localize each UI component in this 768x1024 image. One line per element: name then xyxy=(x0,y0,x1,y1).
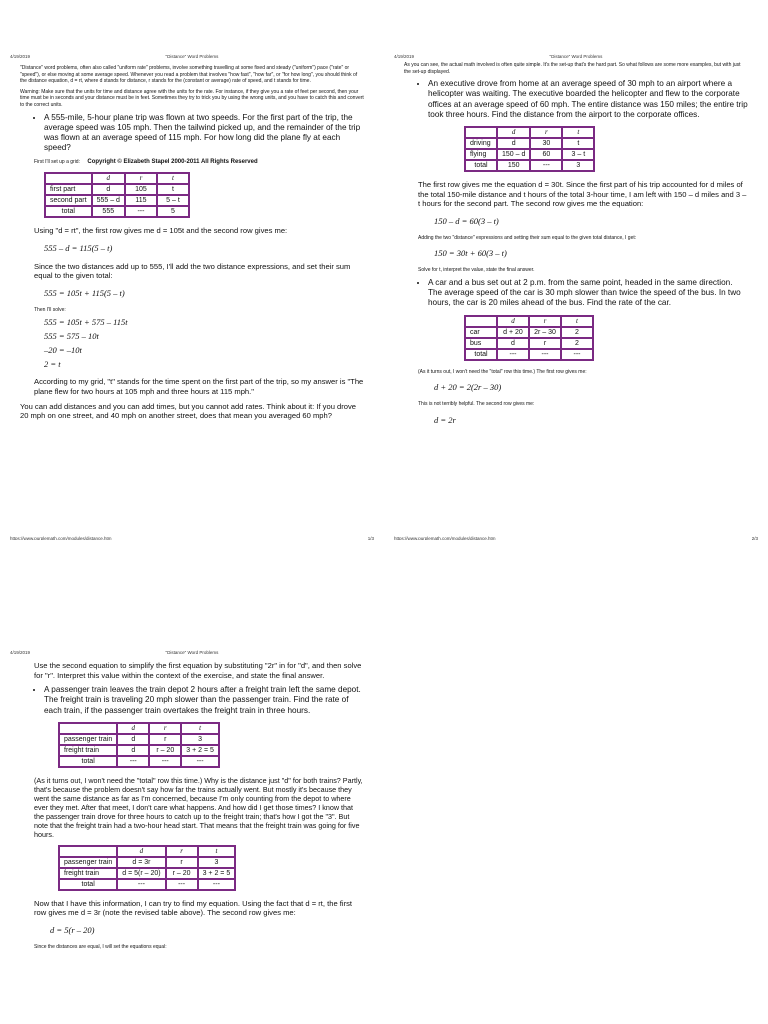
table-row xyxy=(59,868,235,879)
grid-cell: 5 xyxy=(157,206,189,217)
footer-url: https://www.purplemath.com/modules/distance.htm xyxy=(394,536,496,540)
page-1 xyxy=(0,49,384,540)
problem-car-bus: • A car and a bus set out at 2 p.m. from the same point, headed in the same direction. The average speed of the car is 30 mph slower than twice the speed of the bus. In two hours, the car is 20 miles ahead of the bus. Find the rate of the car. xyxy=(428,278,748,309)
setup-label: First I'll set up a grid: xyxy=(34,159,80,166)
answer-text: According to my grid, "t" stands for the time spent on the first part of the trip, so my answer is "The plane flew for two hours at 105 mph and three hours at 115 mph." xyxy=(34,377,364,396)
grid-cell: --- xyxy=(198,879,236,890)
grid-cell: freight train xyxy=(59,745,117,756)
grid-head-cell: d xyxy=(497,316,529,327)
table-row xyxy=(45,206,189,217)
grid-cell: --- xyxy=(181,756,219,767)
grid-cell: 115 xyxy=(125,195,157,206)
grid-cell: r xyxy=(149,734,181,745)
grid-cell: 555 xyxy=(92,206,125,217)
grid-head-cell xyxy=(45,173,92,184)
grid-head-cell: t xyxy=(157,173,189,184)
grid-cell: --- xyxy=(149,756,181,767)
grid-head-cell: d xyxy=(497,127,530,138)
helpful-text: This is not terribly helpful. The second row gives me: xyxy=(418,401,535,408)
print-title: "Distance" Word Problems xyxy=(549,54,603,59)
grid-cell: 60 xyxy=(530,149,562,160)
table-row xyxy=(45,184,189,195)
grid-cell: --- xyxy=(529,349,561,360)
copyright-notice: Copyright © Elizabeth Stapel 2000-2011 All Rights Reserved xyxy=(87,159,258,166)
equation: d = 2r xyxy=(434,414,456,425)
grid-header-row xyxy=(465,316,593,327)
trains-grid-1 xyxy=(58,722,220,768)
print-date: 4/19/2019 xyxy=(10,650,31,655)
grid-cell: total xyxy=(45,206,92,217)
rates-note: You can add distances and you can add times, but you cannot add rates. Think about it: If you drove 20 mph on one street, and 40 mph on another street, does that mean you averaged 60 mph? xyxy=(20,401,357,421)
grid-head-cell xyxy=(59,846,117,857)
equation: 2 = t xyxy=(44,359,61,370)
grid-cell: r xyxy=(166,857,198,868)
equation: 555 = 575 – 10t xyxy=(44,331,99,342)
then-text: Then I'll solve: xyxy=(34,306,66,313)
grid-cell: 3 + 2 = 5 xyxy=(181,745,219,756)
grid-cell: total xyxy=(59,756,117,767)
grid-cell: total xyxy=(59,879,117,890)
grid-cell: 3 – t xyxy=(562,149,594,160)
setup-text xyxy=(34,159,364,166)
grid-cell: passenger train xyxy=(59,734,117,745)
grid-head-cell: t xyxy=(198,846,236,857)
grid-cell: 2 xyxy=(561,327,593,338)
equation: –20 = –10t xyxy=(44,345,82,356)
grid-cell: freight train xyxy=(59,868,117,879)
page-1-content xyxy=(20,65,364,426)
grid-cell: --- xyxy=(497,349,529,360)
grid-head-cell xyxy=(59,723,117,734)
solve-instruction: Solve for t, interpret the value, state the final answer. xyxy=(418,267,535,274)
intro-paragraph: "Distance" word problems, often also called "uniform rate" problems, involve something travelling at some fixed and steady ("uniform") pace ("rate" or "speed"), or else moving at some average speed. Whenever you read a problem that involves "how fast", "how far", or "for how long", you should think of the distance equation, d = rt, where d stands for distance, r stands for the (constant or average) rate of speed, and t stands for time. xyxy=(20,65,358,85)
problem-trains: • A passenger train leaves the train depot 2 hours after a freight train left the same depot. The freight train is traveling 20 mph slower than the passenger train. Find the rate of each train, if the passenger train overtakes the freight train in three hours. xyxy=(44,685,364,716)
grid-head-cell: d xyxy=(92,173,125,184)
grid-cell: d xyxy=(117,745,149,756)
print-title: "Distance" Word Problems xyxy=(165,54,219,59)
grid-cell: flying xyxy=(465,149,497,160)
equation: 555 = 105t + 115(5 – t) xyxy=(44,287,125,298)
table-row xyxy=(59,734,219,745)
grid-cell: 555 – d xyxy=(92,195,125,206)
grid-cell: --- xyxy=(117,756,149,767)
grid-cell: 3 xyxy=(198,857,236,868)
problem-list xyxy=(20,113,364,154)
print-date: 4/19/2019 xyxy=(394,54,415,59)
now-text: Now that I have this information, I can try to find my equation. Using the fact that d = rt, the first row gives me d = 3r (note the revised table above). The second row gives me: xyxy=(34,898,353,918)
grid-cell: r – 20 xyxy=(166,868,198,879)
grid-cell: 3 + 2 = 5 xyxy=(198,868,236,879)
grid-cell: 150 – d xyxy=(497,149,530,160)
grid-cell: --- xyxy=(125,206,157,217)
page-3-content xyxy=(20,661,364,955)
use-text: Use the second equation to simplify the first equation by substituting "2r" in for "d", and then solve for "r". Interpret this value within the context of the exercise, and state the final answer. xyxy=(34,661,362,680)
grid-head-cell: d xyxy=(117,723,149,734)
grid-cell: d xyxy=(497,138,530,149)
trains-grid-2 xyxy=(58,845,236,891)
grid-cell: d = 5(r – 20) xyxy=(117,868,165,879)
why-text: (As it turns out, I won't need the "total" row this time.) Why is the distance just "d" for both trains? Partly, that's because the problem doesn't say how far the trains actually went. But mostly it's because they went the same distance as far as I'm concerned, because I'm only counting from the depot to where ever they met. After that meet, I don't care what happens. And how did I get those times? I know that the passenger train drove for three hours to catch up to the freight train; that's how I got the "3". But note that the freight train had a two-hour head start. That means that the freight train was going for five hours. xyxy=(34,775,363,839)
equation: d + 20 = 2(2r – 30) xyxy=(434,382,502,393)
grid-header-row xyxy=(465,127,594,138)
since-text: Since the distances are equal, I will set the equations equal: xyxy=(34,943,167,950)
grid-cell: total xyxy=(465,349,497,360)
since-text: Since the two distances add up to 555, I'll add the two distance expressions, and set their sum equal to the given total: xyxy=(34,261,351,281)
page-2-content xyxy=(404,62,748,434)
grid-cell: 5 – t xyxy=(157,195,189,206)
first-row-text: The first row gives me the equation d = 30t. Since the first part of his trip accounted for d miles of the total 150-mile distance and t hours of the total 3-hour time, I am left with 150 – d miles and 3 – t hours for the second part. The second row gives me the equation: xyxy=(418,180,747,209)
grid-cell: r xyxy=(529,338,561,349)
grid-cell: total xyxy=(465,160,497,171)
grid-header-row xyxy=(59,723,219,734)
print-date: 4/19/2019 xyxy=(10,54,31,59)
table-row xyxy=(465,327,593,338)
grid-cell: --- xyxy=(166,879,198,890)
problem-list xyxy=(20,685,364,716)
grid-cell: car xyxy=(465,327,497,338)
grid-head-cell: t xyxy=(562,127,594,138)
grid-cell: 30 xyxy=(530,138,562,149)
car-bus-grid xyxy=(464,315,594,361)
grid-cell: --- xyxy=(117,879,165,890)
grid-cell: r – 20 xyxy=(149,745,181,756)
footer-page-number: 2/3 xyxy=(751,536,758,540)
grid-cell: 3 xyxy=(562,160,594,171)
footer-url: https://www.purplemath.com/modules/distance.htm xyxy=(10,536,112,540)
problem-plane: • A 555-mile, 5-hour plane trip was flown at two speeds. For the first part of the trip, the average speed was 105 mph. Then the tailwind picked up, and the remainder of the trip was flown at an average speed of 115 mph. For how long did the plane fly at each speed? xyxy=(44,113,364,154)
grid-head-cell: r xyxy=(530,127,562,138)
equation: 555 = 105t + 575 – 115t xyxy=(44,317,128,328)
grid-cell: d = 3r xyxy=(117,857,165,868)
problem-list xyxy=(404,278,748,309)
grid-cell: 105 xyxy=(125,184,157,195)
grid-cell: --- xyxy=(561,349,593,360)
table-row xyxy=(59,857,235,868)
grid-cell: 3 xyxy=(181,734,219,745)
grid-head-cell: d xyxy=(117,846,165,857)
table-row xyxy=(465,338,593,349)
table-row xyxy=(465,138,594,149)
equation: d = 5(r – 20) xyxy=(50,924,95,935)
page-3 xyxy=(0,645,384,1024)
using-text: Using "d = rt", the first row gives me d = 105t and the second row gives me: xyxy=(34,225,288,235)
grid-cell: 150 xyxy=(497,160,530,171)
grid-head-cell xyxy=(465,316,497,327)
grid-header-row xyxy=(59,846,235,857)
grid-head-cell: r xyxy=(166,846,198,857)
grid-cell: d xyxy=(117,734,149,745)
grid-head-cell xyxy=(465,127,497,138)
footer-page-number: 1/3 xyxy=(367,536,374,540)
table-row xyxy=(59,879,235,890)
warning-paragraph: Warning: Make sure that the units for time and distance agree with the units for the rate. For instance, if they give you a rate of feet per second, then your time must be in seconds and your distance must be in feet. Sometimes they try to trick you by using the wrong units, and you have to catch this and convert to the correct units. xyxy=(20,88,364,108)
grid-cell: d + 20 xyxy=(497,327,529,338)
equation: 150 – d = 60(3 – t) xyxy=(434,215,499,226)
grid-cell: d xyxy=(497,338,529,349)
grid-cell: second part xyxy=(45,195,92,206)
grid-head-cell: t xyxy=(181,723,219,734)
executive-grid xyxy=(464,126,595,172)
table-row xyxy=(465,160,594,171)
problem-list xyxy=(404,79,748,120)
grid-header-row xyxy=(45,173,189,184)
table-row xyxy=(45,195,189,206)
plane-grid xyxy=(44,172,190,218)
table-row xyxy=(59,745,219,756)
grid-cell: 2r – 30 xyxy=(529,327,561,338)
grid-cell: t xyxy=(562,138,594,149)
grid-head-cell: r xyxy=(125,173,157,184)
intro-paragraph: As you can see, the actual math involved is often quite simple. It's the set-up that's the hard part. So what follows are some more examples, but with just the set-up displayed. xyxy=(404,62,741,75)
grid-cell: 2 xyxy=(561,338,593,349)
grid-cell: bus xyxy=(465,338,497,349)
equation: 150 = 30t + 60(3 – t) xyxy=(434,248,507,259)
grid-cell: --- xyxy=(530,160,562,171)
grid-head-cell: r xyxy=(149,723,181,734)
note-text: (As it turns out, I won't need the "total" row this time.) The first row gives me: xyxy=(418,368,587,375)
grid-cell: driving xyxy=(465,138,497,149)
adding-text: Adding the two "distance" expressions and setting their sum equal to the given total distance, I get: xyxy=(418,234,637,241)
print-title: "Distance" Word Problems xyxy=(165,650,219,655)
grid-cell: d xyxy=(92,184,125,195)
equation: 555 – d = 115(5 – t) xyxy=(44,242,113,253)
page-2 xyxy=(384,49,768,540)
grid-head-cell: t xyxy=(561,316,593,327)
table-row xyxy=(465,349,593,360)
grid-cell: passenger train xyxy=(59,857,117,868)
table-row xyxy=(59,756,219,767)
problem-executive: • An executive drove from home at an average speed of 30 mph to an airport where a helicopter was waiting. The executive boarded the helicopter and flew to the corporate offices at an average speed of 60 mph. The entire distance was 150 miles; the entire trip took three hours. Find the distance from the airport to the corporate offices. xyxy=(428,79,748,120)
grid-cell: first part xyxy=(45,184,92,195)
grid-head-cell: r xyxy=(529,316,561,327)
grid-cell: t xyxy=(157,184,189,195)
table-row xyxy=(465,149,594,160)
